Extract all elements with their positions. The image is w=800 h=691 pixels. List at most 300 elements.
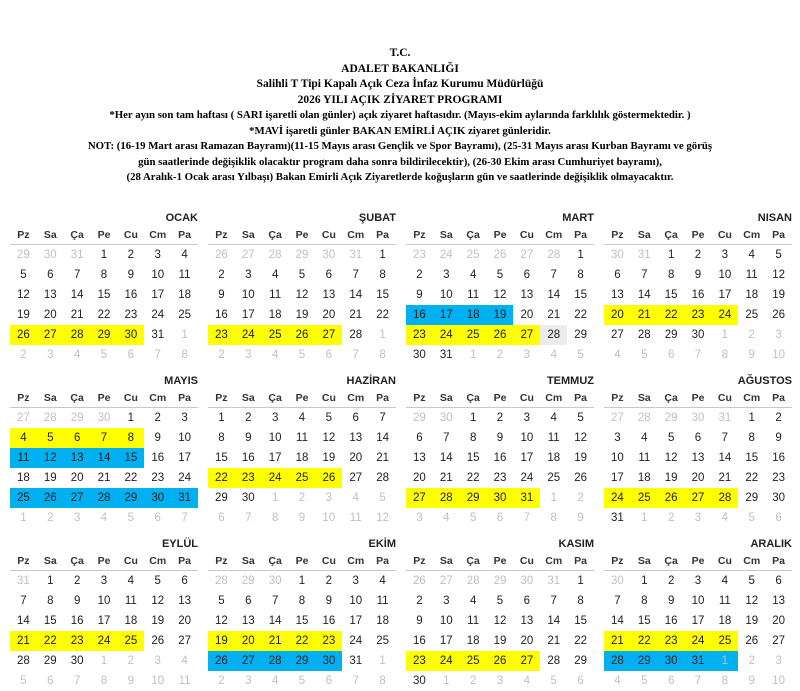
day-cell: 6	[694, 432, 702, 444]
month-calendar	[406, 373, 594, 528]
week-row	[208, 631, 396, 651]
day-cell: 11	[269, 289, 282, 301]
day-cell: 3	[523, 349, 531, 361]
weekday-label: Pe	[691, 555, 705, 567]
day-cell: 2	[218, 269, 225, 281]
weekday-label: Pa	[574, 229, 587, 241]
day-cell: 8	[641, 595, 648, 607]
weekday-label: Cu	[321, 555, 336, 567]
day-cell: 14	[718, 452, 732, 464]
day-cell: 3	[352, 575, 359, 587]
weekday-label: Cu	[519, 229, 534, 241]
week-row	[406, 305, 594, 325]
day-cell: 9	[748, 675, 755, 687]
month-calendar	[208, 536, 396, 691]
day-cell: 5	[748, 575, 755, 587]
day-cell: 25	[460, 325, 487, 345]
weekday-header	[208, 552, 396, 571]
day-cell: 31	[349, 655, 363, 667]
weekday-label: Cu	[717, 229, 732, 241]
day-cell: 27	[406, 488, 433, 508]
day-cell: 26	[208, 651, 235, 671]
weekday-label: Pe	[97, 555, 111, 567]
day-cell: 18	[124, 615, 138, 627]
day-cell: 15	[376, 289, 389, 301]
weekday-label: Sa	[439, 229, 453, 241]
day-cell: 20	[322, 309, 336, 321]
weekday-label: Cu	[123, 392, 138, 404]
day-cell: 16	[493, 452, 507, 464]
day-cell: 29	[631, 651, 658, 671]
day-cell: 15	[637, 615, 651, 627]
month-calendar	[604, 210, 792, 365]
day-cell: 3	[443, 269, 450, 281]
week-row	[406, 488, 594, 508]
day-cell: 19	[17, 309, 30, 321]
day-cell: 10	[322, 512, 336, 524]
week-row	[10, 325, 198, 345]
day-cell: 7	[91, 428, 118, 448]
day-cell: 26	[215, 249, 228, 261]
day-cell: 1	[469, 412, 477, 424]
day-cell: 21	[718, 472, 732, 484]
day-cell: 2	[469, 675, 477, 687]
day-cell: 29	[117, 488, 144, 508]
day-cell: 2	[748, 329, 755, 341]
day-cell: 8	[577, 595, 584, 607]
weekday-label: Pe	[295, 555, 309, 567]
day-cell: 8	[100, 269, 108, 281]
week-row	[604, 345, 792, 365]
day-cell: 18	[547, 452, 561, 464]
day-cell: 30	[487, 488, 514, 508]
weekday-label: Sa	[637, 555, 651, 567]
day-cell: 27	[178, 635, 191, 647]
day-cell: 27	[235, 651, 262, 671]
day-cell: 23	[772, 472, 785, 484]
day-cell: 26	[487, 651, 514, 671]
day-cell: 29	[460, 488, 487, 508]
day-cell: 20	[70, 472, 84, 484]
day-cell: 8	[721, 675, 729, 687]
week-row	[604, 408, 792, 428]
day-cell: 25	[262, 325, 289, 345]
day-cell: 19	[208, 631, 235, 651]
day-cell: 18	[17, 472, 30, 484]
day-cell: 11	[10, 448, 37, 468]
weekday-label: Ça	[664, 392, 678, 404]
day-cell: 12	[151, 595, 165, 607]
weekday-header	[208, 389, 396, 408]
week-row	[406, 468, 594, 488]
day-cell: 1	[20, 512, 27, 524]
weekday-label: Pe	[97, 392, 111, 404]
day-cell: 1	[218, 412, 225, 424]
day-cell: 17	[439, 635, 453, 647]
weekday-label: Sa	[241, 229, 255, 241]
day-cell: 10	[718, 269, 732, 281]
day-cell: 9	[416, 615, 423, 627]
day-cell: 22	[745, 472, 759, 484]
month-calendar	[406, 536, 594, 691]
day-cell: 18	[466, 635, 480, 647]
weekday-label: Cm	[743, 392, 761, 404]
day-cell: 30	[413, 675, 426, 687]
day-cell: 8	[117, 428, 144, 448]
day-cell: 4	[271, 349, 279, 361]
day-cell: 7	[614, 595, 621, 607]
day-cell: 30	[520, 575, 534, 587]
day-cell: 30	[611, 575, 624, 587]
week-row	[406, 571, 594, 591]
day-cell: 12	[215, 615, 228, 627]
week-row	[208, 428, 396, 448]
week-row	[10, 671, 198, 691]
day-cell: 6	[47, 675, 54, 687]
day-cell: 29	[745, 492, 759, 504]
day-cell: 15	[97, 289, 111, 301]
day-cell: 24	[262, 468, 289, 488]
day-cell: 26	[289, 325, 316, 345]
day-cell: 5	[298, 349, 306, 361]
day-cell: 6	[127, 349, 135, 361]
weekday-header	[208, 226, 396, 245]
day-cell: 26	[745, 635, 759, 647]
day-cell: 22	[574, 309, 587, 321]
week-row	[406, 428, 594, 448]
weekday-label: Sa	[43, 555, 57, 567]
day-cell: 26	[658, 488, 685, 508]
day-cell: 26	[151, 635, 165, 647]
day-cell: 20	[520, 309, 534, 321]
day-cell: 9	[73, 595, 81, 607]
week-row	[10, 591, 198, 611]
day-cell: 30	[691, 329, 705, 341]
day-cell: 13	[520, 615, 534, 627]
day-cell: 11	[178, 269, 191, 281]
day-cell: 4	[721, 512, 729, 524]
weekday-label: Pa	[178, 392, 191, 404]
day-cell: 24	[433, 651, 460, 671]
day-cell: 17	[151, 289, 165, 301]
day-cell: 1	[379, 329, 386, 341]
day-cell: 5	[298, 675, 306, 687]
program-header	[0, 46, 800, 186]
day-cell: 5	[218, 595, 225, 607]
day-cell: 22	[631, 631, 658, 651]
day-cell: 31	[547, 575, 561, 587]
day-cell: 24	[433, 325, 460, 345]
weekday-label: Cu	[321, 229, 336, 241]
day-cell: 31	[70, 249, 84, 261]
day-cell: 25	[745, 309, 759, 321]
week-row	[208, 408, 396, 428]
day-cell: 1	[641, 575, 648, 587]
weekday-header	[10, 226, 198, 245]
day-cell: 6	[523, 269, 531, 281]
day-cell: 9	[416, 289, 423, 301]
day-cell: 11	[296, 432, 308, 444]
week-row	[604, 305, 792, 325]
day-cell: 6	[352, 412, 359, 424]
weekday-label: Cm	[347, 555, 365, 567]
day-cell: 23	[658, 631, 685, 651]
day-cell: 12	[37, 448, 64, 468]
week-row	[10, 468, 198, 488]
day-cell: 7	[352, 349, 359, 361]
day-cell: 1	[721, 329, 729, 341]
day-cell: 22	[376, 309, 389, 321]
day-cell: 18	[376, 615, 389, 627]
day-cell: 16	[215, 309, 228, 321]
day-cell: 3	[496, 675, 504, 687]
day-cell: 29	[413, 412, 426, 424]
day-cell: 28	[43, 412, 57, 424]
week-row	[406, 631, 594, 651]
weekday-label: Pa	[178, 555, 191, 567]
day-cell: 1	[100, 655, 108, 667]
week-row	[406, 325, 594, 345]
week-row	[10, 345, 198, 365]
day-cell: 2	[20, 349, 27, 361]
day-cell: 14	[268, 615, 282, 627]
day-cell: 1	[298, 575, 306, 587]
day-cell: 4	[614, 349, 621, 361]
day-cell: 4	[641, 432, 648, 444]
day-cell: 30	[611, 249, 624, 261]
day-cell: 7	[245, 512, 252, 524]
week-row	[406, 245, 594, 265]
day-cell: 16	[664, 615, 678, 627]
day-cell: 23	[493, 472, 507, 484]
day-cell: 16	[406, 305, 433, 325]
weekday-label: Pz	[215, 555, 228, 567]
day-cell: 17	[241, 309, 255, 321]
weekday-label: Pa	[178, 229, 191, 241]
day-cell: 21	[349, 309, 363, 321]
day-cell: 27	[520, 249, 534, 261]
weekday-label: Pe	[295, 229, 309, 241]
day-cell: 2	[775, 412, 782, 424]
weekday-label: Sa	[637, 229, 651, 241]
day-cell: 20	[691, 472, 705, 484]
day-cell: 7	[73, 675, 81, 687]
month-title: TEMMUZ	[546, 375, 594, 387]
day-cell: 5	[550, 675, 557, 687]
weekday-label: Cm	[545, 555, 563, 567]
day-cell: 19	[43, 472, 57, 484]
day-cell: 28	[547, 655, 561, 667]
weekday-label: Pa	[772, 392, 785, 404]
weekday-label: Pe	[691, 392, 705, 404]
day-cell: 31	[171, 488, 198, 508]
day-cell: 21	[376, 452, 389, 464]
day-cell: 9	[245, 432, 252, 444]
day-cell: 21	[70, 309, 84, 321]
day-cell: 26	[493, 249, 507, 261]
day-cell: 28	[64, 325, 91, 345]
week-row	[10, 611, 198, 631]
day-cell: 3	[721, 249, 729, 261]
day-cell: 12	[17, 289, 30, 301]
day-cell: 23	[685, 305, 712, 325]
weekday-header	[406, 552, 594, 571]
week-row	[208, 285, 396, 305]
day-cell: 28	[604, 651, 631, 671]
week-row	[406, 285, 594, 305]
day-cell: 14	[547, 615, 561, 627]
day-cell: 30	[413, 349, 426, 361]
day-cell: 29	[574, 655, 587, 667]
month-calendar	[208, 210, 396, 365]
day-cell: 21	[604, 631, 631, 651]
day-cell: 24	[711, 305, 738, 325]
day-cell: 1	[181, 329, 188, 341]
day-cell: 3	[245, 349, 252, 361]
day-cell: 1	[379, 655, 386, 667]
weekday-label: Pa	[772, 555, 785, 567]
day-cell: 2	[577, 492, 584, 504]
day-cell: 30	[144, 488, 171, 508]
day-cell: 23	[64, 631, 91, 651]
day-cell: 10	[349, 595, 363, 607]
day-cell: 29	[664, 329, 678, 341]
day-cell: 15	[466, 452, 480, 464]
day-cell: 19	[295, 309, 309, 321]
day-cell: 2	[47, 512, 54, 524]
day-cell: 7	[181, 512, 188, 524]
day-cell: 6	[245, 595, 252, 607]
day-cell: 30	[322, 249, 336, 261]
day-cell: 24	[178, 472, 191, 484]
day-cell: 3	[416, 512, 423, 524]
weekday-label: Pz	[17, 392, 30, 404]
day-cell: 6	[496, 512, 504, 524]
day-cell: 13	[413, 452, 426, 464]
day-cell: 18	[268, 309, 282, 321]
week-row	[208, 611, 396, 631]
day-cell: 15	[574, 289, 587, 301]
day-cell: 6	[64, 428, 91, 448]
header-line-note-2: gün saatlerinde değişiklik olacaktır program daha sonra bildirilecektir), (26-30 Ekim arası Cumhuriyet bayramı),	[138, 155, 662, 168]
day-cell: 29	[295, 249, 309, 261]
day-cell: 10	[439, 289, 453, 301]
weekday-header	[406, 389, 594, 408]
day-cell: 11	[349, 512, 362, 524]
week-row	[406, 508, 594, 528]
weekday-label: Pe	[493, 229, 507, 241]
week-row	[10, 571, 198, 591]
day-cell: 27	[17, 412, 30, 424]
day-cell: 24	[235, 325, 262, 345]
day-cell: 3	[775, 329, 782, 341]
day-cell: 28	[349, 329, 363, 341]
weekday-label: Cm	[743, 555, 761, 567]
day-cell: 27	[513, 325, 540, 345]
day-cell: 30	[772, 492, 785, 504]
day-cell: 15	[295, 615, 309, 627]
day-cell: 4	[721, 575, 729, 587]
month-calendar	[604, 536, 792, 691]
month-title: ARALIK	[750, 538, 792, 550]
day-cell: 24	[439, 249, 453, 261]
day-cell: 2	[245, 412, 252, 424]
header-line-tc: T.C.	[389, 47, 411, 59]
weekday-label: Ça	[70, 555, 84, 567]
day-cell: 6	[154, 512, 161, 524]
day-cell: 4	[271, 269, 279, 281]
month-title: ŞUBAT	[358, 212, 396, 224]
day-cell: 26	[37, 488, 64, 508]
day-cell: 12	[295, 289, 309, 301]
day-cell: 14	[439, 452, 453, 464]
day-cell: 8	[469, 432, 477, 444]
day-cell: 6	[577, 675, 584, 687]
day-cell: 17	[718, 289, 732, 301]
day-cell: 10	[772, 675, 785, 687]
weekday-label: Ça	[466, 229, 480, 241]
day-cell: 23	[208, 325, 235, 345]
day-cell: 23	[406, 651, 433, 671]
day-cell: 2	[496, 349, 504, 361]
weekday-label: Pe	[97, 229, 111, 241]
weekday-label: Sa	[43, 229, 57, 241]
day-cell: 20	[43, 309, 57, 321]
day-cell: 8	[218, 432, 225, 444]
day-cell: 13	[43, 289, 57, 301]
weekday-header	[604, 389, 792, 408]
day-cell: 18	[637, 472, 651, 484]
day-cell: 5	[20, 675, 27, 687]
day-cell: 22	[574, 635, 587, 647]
day-cell: 7	[641, 269, 648, 281]
day-cell: 8	[298, 595, 306, 607]
day-cell: 21	[547, 309, 561, 321]
day-cell: 12	[376, 512, 389, 524]
week-row	[604, 591, 792, 611]
day-cell: 3	[47, 349, 54, 361]
day-cell: 5	[577, 349, 584, 361]
day-cell: 21	[262, 631, 289, 651]
day-cell: 23	[413, 249, 426, 261]
week-row	[604, 611, 792, 631]
day-cell: 16	[772, 452, 785, 464]
day-cell: 22	[37, 631, 64, 651]
day-cell: 4	[352, 492, 359, 504]
week-row	[604, 671, 792, 691]
day-cell: 19	[151, 615, 165, 627]
day-cell: 13	[64, 448, 91, 468]
day-cell: 16	[691, 289, 705, 301]
day-cell: 15	[43, 615, 57, 627]
day-cell: 20	[349, 452, 363, 464]
weekday-label: Cu	[519, 392, 534, 404]
day-cell: 10	[691, 595, 705, 607]
day-cell: 21	[97, 472, 111, 484]
day-cell: 13	[772, 595, 785, 607]
weekday-label: Ça	[268, 392, 282, 404]
day-cell: 16	[70, 615, 84, 627]
week-row	[10, 428, 198, 448]
day-cell: 17	[691, 615, 705, 627]
day-cell: 4	[443, 512, 450, 524]
day-cell: 1	[550, 492, 557, 504]
weekday-label: Cm	[149, 555, 167, 567]
weekday-label: Pz	[17, 229, 30, 241]
day-cell: 30	[117, 325, 144, 345]
day-cell: 8	[379, 269, 386, 281]
day-cell: 3	[100, 575, 108, 587]
